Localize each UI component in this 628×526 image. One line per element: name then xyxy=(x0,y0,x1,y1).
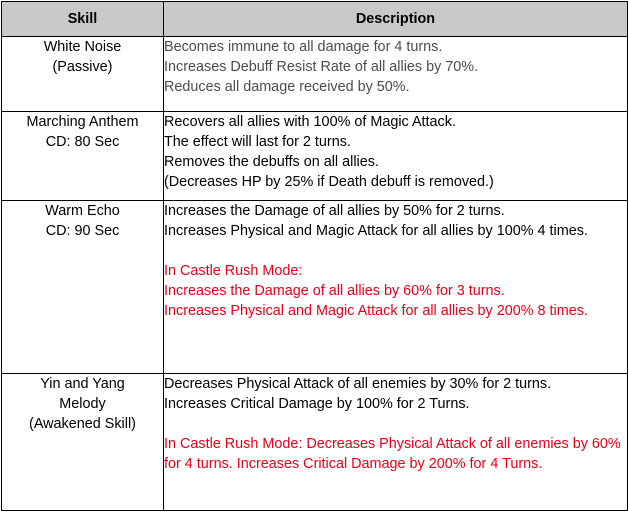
description-cell xyxy=(164,374,628,511)
description-line: Removes the debuffs on all allies. xyxy=(164,154,379,170)
skill-name-cell xyxy=(2,112,164,201)
skill-cooldown-line: CD: 90 Sec xyxy=(45,223,120,239)
description-cell xyxy=(164,201,628,374)
skill-name-cell xyxy=(2,374,164,511)
header-row xyxy=(2,2,628,37)
description-line: Increases Debuff Resist Rate of all allies by 70%. xyxy=(164,59,479,75)
description-line: (Decreases HP by 25% if Death debuff is removed.) xyxy=(164,174,494,190)
castle-rush-line: Increases the Damage of all allies by 60% for 3 turns. xyxy=(164,283,505,299)
skill-subtitle-line: (Passive) xyxy=(52,59,113,75)
description-line: Decreases Physical Attack of all enemies by 30% for 2 turns. xyxy=(164,376,552,392)
skill-cooldown-line: CD: 80 Sec xyxy=(45,134,120,150)
skills-table xyxy=(1,1,628,511)
skill-column-header: Skill xyxy=(2,2,164,37)
description-cell xyxy=(164,112,628,201)
skill-name-cell xyxy=(2,201,164,374)
table-row xyxy=(2,37,628,112)
skill-name-line: Warm Echo xyxy=(45,203,120,219)
castle-rush-line: In Castle Rush Mode: xyxy=(164,263,303,279)
paragraph-gap xyxy=(164,414,627,434)
skill-name-line: Yin and Yang xyxy=(40,376,125,392)
description-line: Increases Critical Damage by 100% for 2 Turns. xyxy=(164,396,470,412)
skill-name-line: White Noise xyxy=(43,39,122,55)
description-line: The effect will last for 2 turns. xyxy=(164,134,351,150)
table-row xyxy=(2,201,628,374)
description-cell xyxy=(164,37,628,112)
table-row xyxy=(2,374,628,511)
description-line: Increases Physical and Magic Attack for all allies by 100% 4 times. xyxy=(164,223,588,239)
skill-subtitle-line: (Awakened Skill) xyxy=(29,416,136,432)
description-line: Increases the Damage of all allies by 50% for 2 turns. xyxy=(164,203,505,219)
castle-rush-line: Increases Physical and Magic Attack for all allies by 200% 8 times. xyxy=(164,303,588,319)
table-row xyxy=(2,112,628,201)
skill-name-line: Melody xyxy=(59,396,106,412)
description-column-header: Description xyxy=(164,2,628,37)
description-line: Becomes immune to all damage for 4 turns. xyxy=(164,39,443,55)
description-line: Recovers all allies with 100% of Magic Attack. xyxy=(164,114,456,130)
castle-rush-line: In Castle Rush Mode: Decreases Physical Attack of all enemies by 60% for 4 turns. Increases Critical Damage by 200% for 4 Turns. xyxy=(164,436,621,472)
paragraph-gap xyxy=(164,241,627,261)
skill-name-cell xyxy=(2,37,164,112)
skill-name-line: Marching Anthem xyxy=(26,114,139,130)
description-line: Reduces all damage received by 50%. xyxy=(164,79,410,95)
